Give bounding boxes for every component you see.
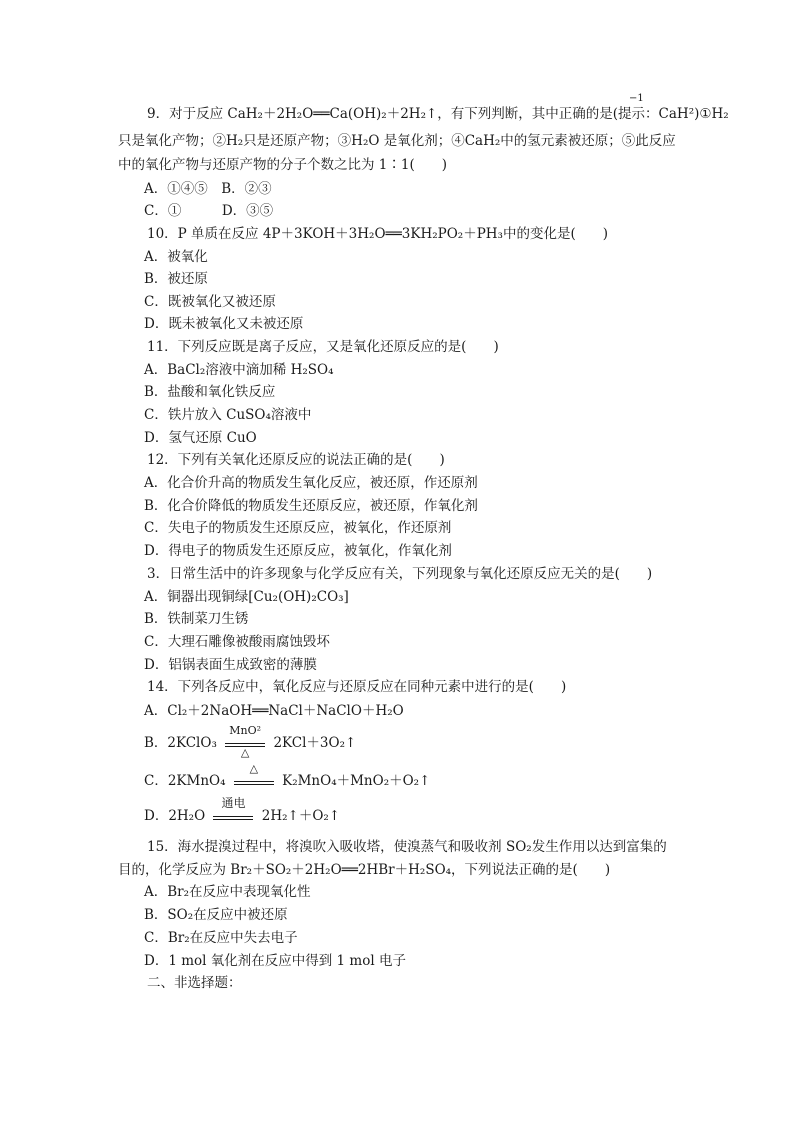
- question-10-option-b: B．被还原: [144, 271, 208, 287]
- question-9-options-ab: A．①④⑤ B．②③: [144, 181, 272, 197]
- electrolysis-label: 通电: [221, 795, 246, 810]
- option-b-reactant: B．2KClO₃: [144, 735, 217, 751]
- question-14-option-c: [144, 761, 431, 792]
- question-15-stem-line1: 15．海水提溴过程中，将溴吹入吸收塔，使溴蒸气和吸收剂 SO₂发生作用以达到富集的: [147, 839, 667, 855]
- question-15-option-b: B．SO₂在反应中被还原: [144, 907, 288, 923]
- option-c-reactant: C．2KMnO₄: [144, 773, 226, 789]
- option-b-products: 2KCl＋3O₂↑: [273, 735, 357, 751]
- question-14-stem: 14．下列各反应中，氧化反应与还原反应在同种元素中进行的是( ): [147, 679, 567, 695]
- question-11-option-d: D．氢气还原 CuO: [144, 430, 257, 446]
- charge-superscript: −1: [629, 93, 644, 104]
- question-9-stem-line3: 中的氧化产物与还原产物的分子个数之比为 1∶1( ): [118, 157, 448, 173]
- catalyst-label: MnO²: [229, 723, 262, 737]
- reaction-condition-arrow: [213, 795, 253, 827]
- heat-symbol: △: [240, 745, 250, 759]
- question-9-stem-line2: 只是氧化产物；②H₂只是还原产物；③H₂O 是氧化剂；④CaH₂中的氢元素被还原；⑤此反应: [118, 133, 676, 149]
- question-15-option-c: C．Br₂在反应中失去电子: [144, 930, 298, 946]
- question-15-option-d: D．1 mol 氧化剂在反应中得到 1 mol 电子: [144, 953, 406, 969]
- question-12-stem: 12．下列有关氧化还原反应的说法正确的是( ): [147, 452, 445, 468]
- question-10-option-a: A．被氧化: [144, 249, 208, 265]
- question-11-stem: 11．下列反应既是离子反应，又是氧化还原反应的是( ): [147, 339, 499, 355]
- question-10-stem: 10．P 单质在反应 4P＋3KOH＋3H₂O══3KH₂PO₂＋PH₃中的变化是( ): [147, 226, 608, 242]
- reaction-condition-arrow: [234, 761, 274, 792]
- section-heading-nonchoice: 二、非选择题：: [147, 975, 242, 991]
- question-10-option-c: C．既被氧化又被还原: [144, 294, 276, 310]
- question-13-option-d: D．铝锅表面生成致密的薄膜: [144, 657, 317, 673]
- question-14-option-d: [144, 795, 341, 827]
- question-12-option-d: D．得电子的物质发生还原反应，被氧化，作氧化剂: [144, 543, 452, 559]
- question-10-option-d: D．既未被氧化又未被还原: [144, 316, 304, 332]
- question-12-option-b: B．化合价降低的物质发生还原反应，被还原，作氧化剂: [144, 498, 478, 514]
- question-13-option-b: B．铁制菜刀生锈: [144, 611, 249, 627]
- question-14-option-a: A．Cl₂＋2NaOH══NaCl＋NaClO＋H₂O: [144, 703, 404, 719]
- question-13-stem: 3．日常生活中的许多现象与化学反应有关，下列现象与氧化还原反应无关的是( ): [147, 566, 653, 582]
- question-12-option-a: A．化合价升高的物质发生氧化反应，被还原，作还原剂: [144, 475, 478, 491]
- question-9-options-cd: C．① D．③⑤: [144, 203, 274, 219]
- question-12-option-c: C．失电子的物质发生还原反应，被氧化，作还原剂: [144, 520, 452, 536]
- question-15-stem-line2: 目的，化学反应为 Br₂＋SO₂＋2H₂O══2HBr＋H₂SO₄，下列说法正确的是( ): [118, 862, 611, 878]
- question-14-option-b: [144, 723, 357, 759]
- question-11-option-c: C．铁片放入 CuSO₄溶液中: [144, 407, 312, 423]
- question-11-option-a: A．BaCl₂溶液中滴加稀 H₂SO₄: [144, 362, 334, 378]
- reaction-condition-arrow: [225, 723, 265, 759]
- question-13-option-a: A．铜器出现铜绿[Cu₂(OH)₂CO₃]: [144, 589, 349, 605]
- question-9-stem-line1: 9．对于反应 CaH₂＋2H₂O══Ca(OH)₂＋2H₂↑，有下列判断，其中正确的是(提示：CaH²)①H₂: [147, 106, 729, 122]
- question-15-option-a: A．Br₂在反应中表现氧化性: [144, 884, 311, 900]
- heat-symbol: △: [249, 761, 259, 775]
- question-13-option-c: C．大理石雕像被酸雨腐蚀毁坏: [144, 634, 330, 650]
- question-11-option-b: B．盐酸和氧化铁反应: [144, 384, 276, 400]
- option-d-products: 2H₂↑＋O₂↑: [261, 808, 341, 824]
- option-d-reactant: D．2H₂O: [144, 808, 206, 824]
- option-c-products: K₂MnO₄＋MnO₂＋O₂↑: [282, 773, 431, 789]
